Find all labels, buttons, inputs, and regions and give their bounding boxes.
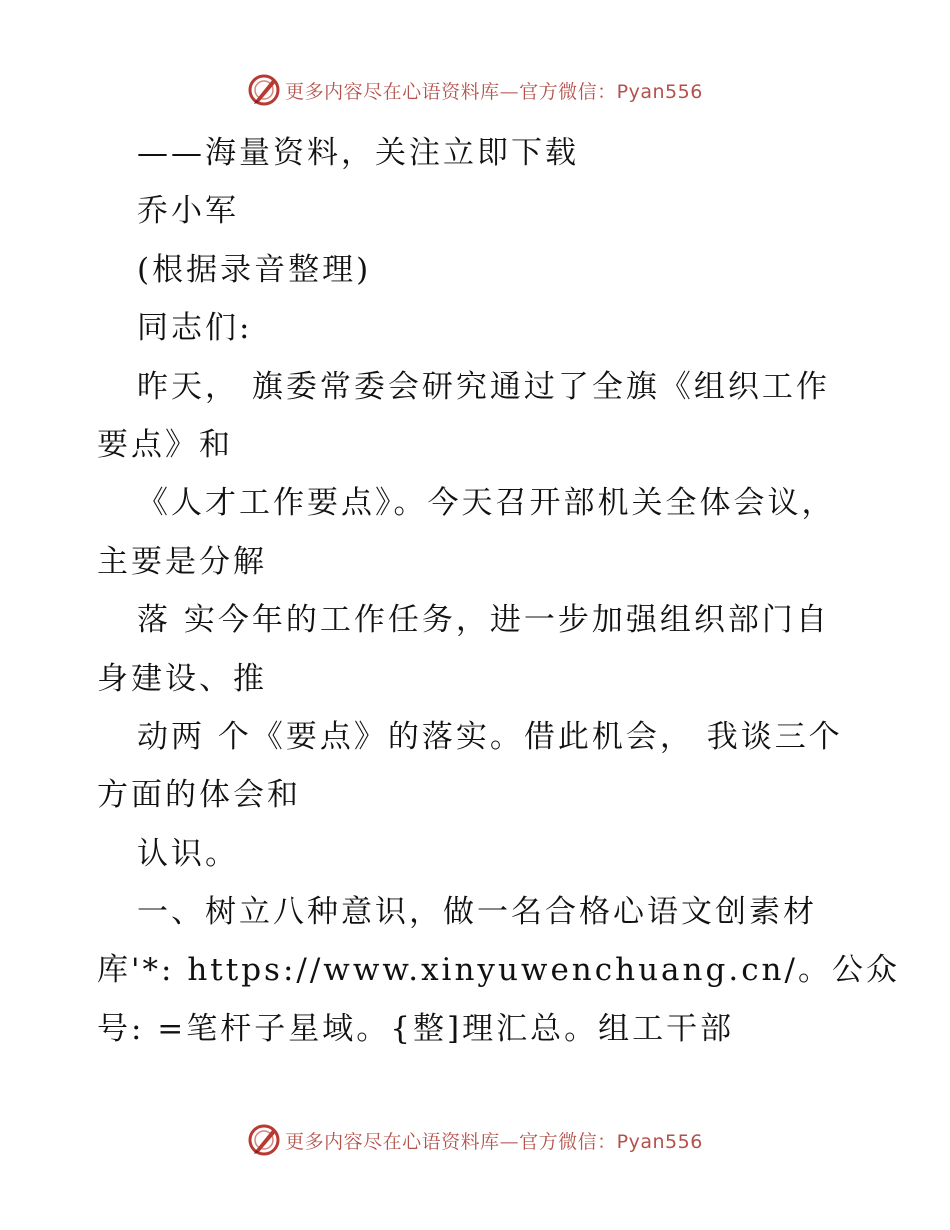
banner-text	[285, 1127, 703, 1154]
banner-wechat-text: 官方微信：Pyan556	[519, 80, 703, 103]
banner-separator: —	[499, 1130, 520, 1153]
banner-separator: —	[499, 80, 520, 103]
body-text-line: 动两 个《要点》的落实。借此机会， 我谈三个	[137, 718, 843, 755]
body-text-line: 主要是分解	[97, 543, 267, 580]
document-body	[97, 124, 900, 1058]
body-text-line: 落 实今年的工作任务，进一步加强组织部门自	[137, 602, 830, 639]
body-text-line: 《人才工作要点》。今天召开部机关全体会议，	[137, 485, 836, 522]
body-text-line: 号: =笔杆子星域。{整]理汇总。组工干部	[97, 1010, 735, 1047]
banner-wechat-text: 官方微信：Pyan556	[519, 1130, 703, 1153]
footer-banner	[0, 1120, 950, 1160]
body-text-line: 要点》和	[97, 426, 233, 463]
body-text-line: 认识。	[137, 835, 239, 872]
body-text-line: 昨天， 旗委常委会研究通过了全旗《组织工作	[137, 368, 830, 405]
body-text-line: 一、树立八种意识，做一名合格心语文创素材	[137, 894, 817, 931]
body-text-line: (根据录音整理)	[137, 251, 372, 288]
banner-main-text: 更多内容尽在心语资料库	[285, 1130, 500, 1153]
banner-text	[285, 77, 703, 104]
body-text-line: 库'*: https://www.xinyuwenchuang.cn/。公众	[97, 952, 900, 989]
body-text-line: 同志们:	[137, 310, 253, 347]
body-text-line: ——海量资料，关注立即下载	[137, 135, 579, 171]
body-text-line: 方面的体会和	[97, 777, 301, 814]
header-banner	[0, 70, 950, 110]
banner-main-text: 更多内容尽在心语资料库	[285, 80, 500, 103]
quill-logo-icon	[247, 73, 281, 107]
quill-logo-icon	[247, 1123, 281, 1157]
body-text-line: 身建设、推	[97, 660, 267, 697]
body-text-line: 乔小军	[137, 193, 239, 230]
